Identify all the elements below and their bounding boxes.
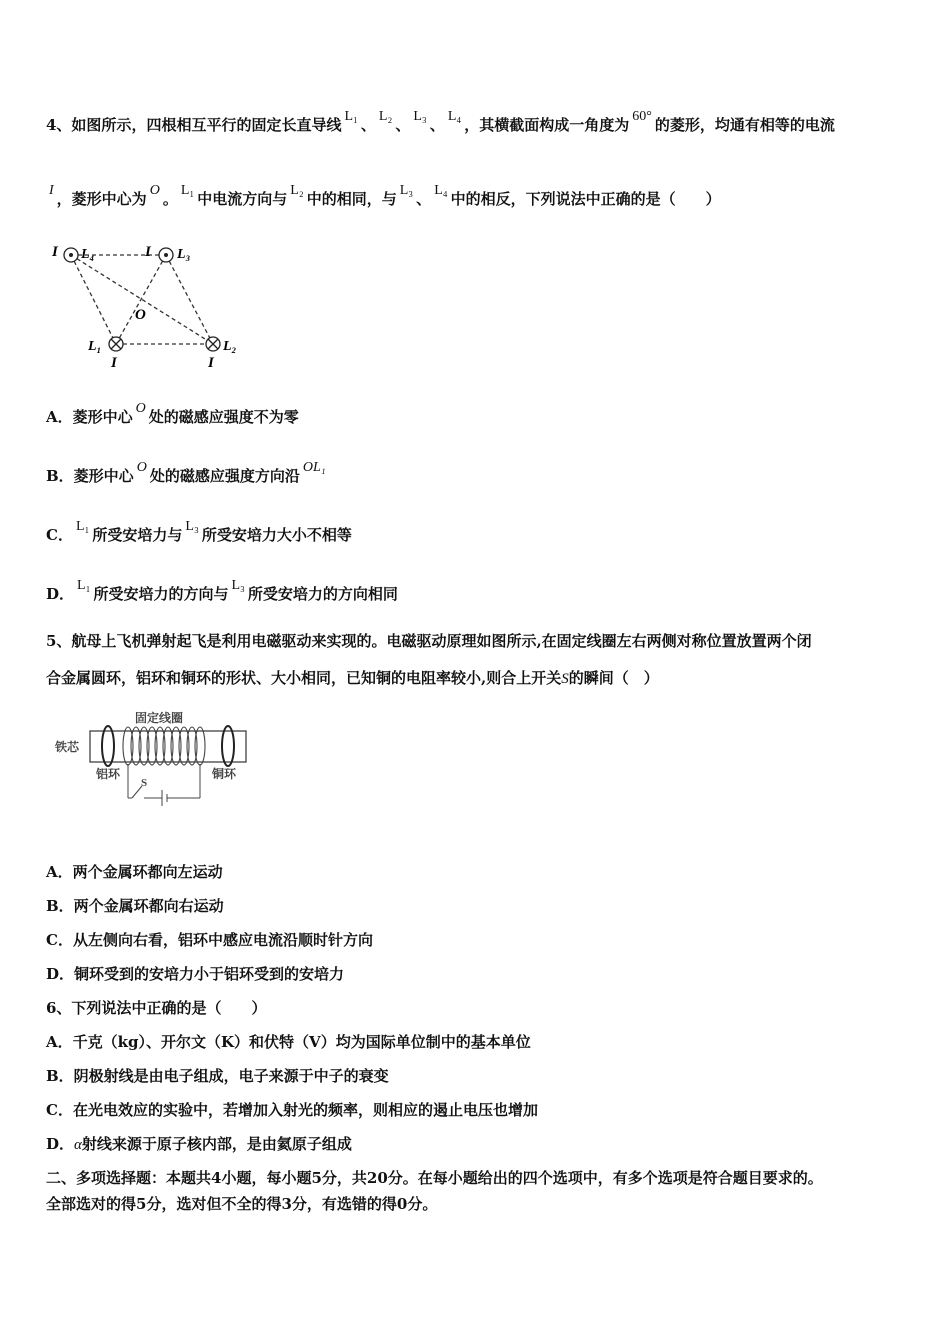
symbol-S: S	[561, 671, 569, 687]
copper-ring	[222, 726, 234, 766]
q5-option-b: B．两个金属环都向右运动	[46, 897, 224, 915]
option-text: 射线来源于原子核内部，是由氦原子组成	[81, 1135, 352, 1153]
symbol-I: I	[49, 183, 54, 198]
wire-L1	[109, 337, 123, 351]
label-L1: L₁	[88, 339, 102, 354]
q6-stem: 6、下列说法中正确的是（ ）	[46, 999, 267, 1017]
wire-L2	[206, 337, 220, 351]
label-L4: L₄	[81, 247, 95, 262]
q6-option-b: B．阴极射线是由电子组成，电子来源于中子的衰变	[46, 1067, 389, 1085]
option-text: 所受安培力的方向与	[93, 585, 229, 603]
q6-option-d	[46, 1133, 352, 1154]
circuit	[128, 764, 200, 806]
q5-line2	[46, 667, 659, 688]
option-text: A．菱形中心	[46, 408, 133, 426]
option-text: B．菱形中心	[46, 467, 134, 485]
option-text: 处的磁感应强度方向沿	[149, 467, 300, 485]
symbol-L4: L₄	[447, 109, 462, 124]
q5-option-a: A．两个金属环都向左运动	[46, 863, 223, 881]
core-label: 铁芯	[55, 740, 80, 754]
option-text: D．	[46, 585, 75, 603]
symbol-L1: L₁	[180, 183, 195, 198]
q5-text: 的瞬间（ ）	[568, 669, 659, 687]
q6-option-a: A．千克（kg）、开尔文（K）和伏特（V）均为国际单位制中的基本单位	[46, 1033, 531, 1051]
symbol-O: O	[136, 460, 147, 475]
q4-option-a	[46, 401, 299, 427]
label-I: I	[208, 355, 214, 371]
switch-label: S	[141, 777, 148, 789]
q5-line1: 5、航母上飞机弹射起飞是利用电磁驱动来实现的。电磁驱动原理如图所示,在固定线圈左右两侧对称位置放置两个闭	[46, 632, 812, 650]
copper-label: 铜环	[212, 767, 237, 781]
symbol-L3: L₃	[399, 183, 414, 198]
symbol-L4: L₄	[434, 183, 448, 198]
label-I: I	[111, 355, 117, 371]
q4-text: ，菱形中心为	[56, 190, 147, 208]
option-text: 处的磁感应强度不为零	[148, 408, 299, 426]
symbol-OL1: OL₁	[302, 460, 326, 475]
q4-option-c	[46, 519, 352, 545]
option-text: D．	[46, 1135, 75, 1153]
q4-text: 中的相同，与	[306, 190, 397, 208]
symbol-O: O	[135, 401, 146, 416]
aluminum-ring	[102, 726, 114, 766]
label-L2: L₂	[223, 339, 237, 354]
symbol-alpha: α	[74, 1137, 82, 1153]
q5-option-c: C．从左侧向右看，铝环中感应电流沿顺时针方向	[46, 931, 373, 949]
q4-option-b	[46, 460, 329, 486]
q4-text: 中电流方向与	[197, 190, 288, 208]
label-L3: L₃	[177, 247, 191, 262]
wire-L3	[159, 248, 173, 262]
q4-text: 。	[162, 190, 178, 208]
wire-L4	[64, 248, 78, 262]
q4-text: 4、如图所示，四根相互平行的固定长直导线	[46, 116, 342, 134]
q4-option-d	[46, 578, 398, 604]
q5-option-d: D．铜环受到的安培力小于铝环受到的安培力	[46, 965, 345, 983]
label-O: O	[135, 307, 146, 323]
symbol-L3: L₃	[185, 519, 199, 534]
symbol-L1: L₁	[75, 519, 90, 534]
q4-text: 的菱形，均通有相等的电流	[654, 116, 835, 134]
q4-text: 、	[416, 190, 432, 208]
coil-label: 固定线圈	[135, 711, 184, 725]
symbol-O: O	[149, 183, 160, 198]
q6-option-c: C．在光电效应的实验中，若增加入射光的频率，则相应的遏止电压也增加	[46, 1101, 538, 1119]
separator: 、	[395, 116, 411, 134]
symbol-L3: L₃	[413, 109, 427, 124]
symbol-angle: 60°	[632, 109, 652, 124]
q4-line2	[46, 183, 721, 209]
q5-coil-figure	[50, 706, 260, 821]
symbol-L1: L₁	[344, 109, 358, 124]
fixed-coil	[123, 727, 205, 765]
option-text: C．	[46, 526, 73, 544]
option-text: 所受安培力与	[92, 526, 183, 544]
q5-text: 合金属圆环，铝环和铜环的形状、大小相同，已知铜的电阻率较小,则合上开关	[46, 669, 562, 687]
q4-text: ，其横截面构成一角度为	[464, 116, 630, 134]
q4-rhombus-figure	[48, 236, 258, 371]
section2-line2: 全部选对的得5分，选对但不全的得3分，有选错的得0分。	[46, 1195, 438, 1213]
option-text: 所受安培力的方向相同	[247, 585, 398, 603]
symbol-L1: L₁	[77, 578, 91, 593]
label-I: I	[145, 244, 151, 260]
aluminum-label: 铝环	[96, 767, 121, 781]
symbol-L2: L₂	[378, 109, 393, 124]
section2-line1: 二、多项选择题：本题共4小题，每小题5分，共20分。在每小题给出的四个选项中，有多个选项是符合题目要求的。	[46, 1169, 823, 1187]
q4-text: 中的相反，下列说法中正确的是（ ）	[450, 190, 721, 208]
label-I: I	[52, 244, 58, 260]
symbol-L3: L₃	[231, 578, 245, 593]
q4-line1	[46, 109, 835, 135]
separator: 、	[360, 116, 376, 134]
symbol-L2: L₂	[290, 183, 304, 198]
option-text: 所受安培力大小不相等	[201, 526, 352, 544]
separator: 、	[429, 116, 445, 134]
